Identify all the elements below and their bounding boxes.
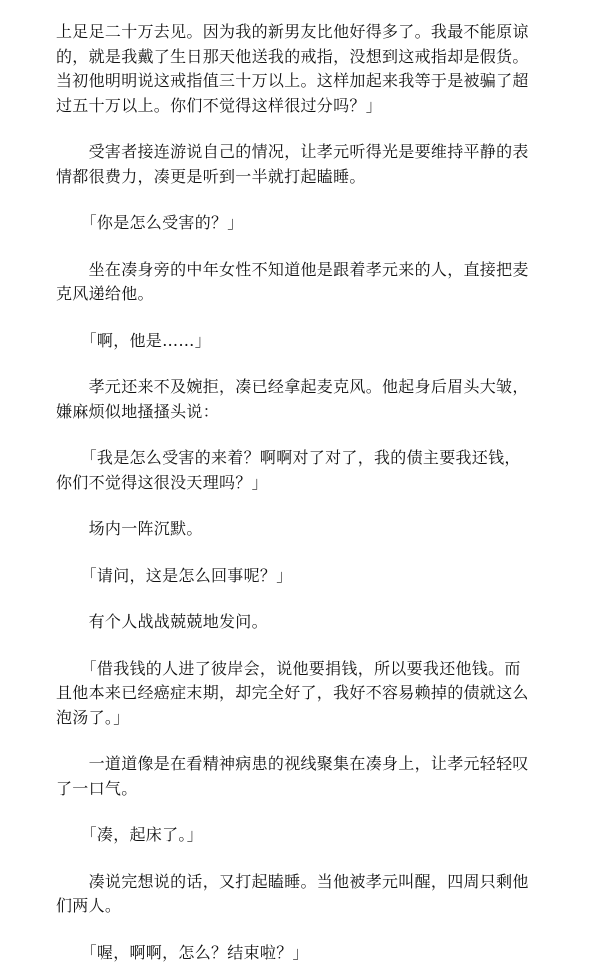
paragraph bbox=[56, 823, 563, 848]
text-line: 嫌麻烦似地搔搔头说： bbox=[56, 400, 563, 425]
text-line: 「啊，他是……」 bbox=[56, 329, 563, 354]
paragraph bbox=[56, 870, 563, 919]
text-line: 受害者接连游说自己的情况，让孝元听得光是要维持平静的表 bbox=[56, 140, 563, 165]
text-line: 们两人。 bbox=[56, 894, 563, 919]
paragraph-gap bbox=[56, 848, 563, 870]
text-line: 坐在凑身旁的中年女性不知道他是跟着孝元来的人，直接把麦 bbox=[56, 258, 563, 283]
paragraph bbox=[56, 941, 563, 965]
paragraph-gap bbox=[56, 801, 563, 823]
paragraph bbox=[56, 375, 563, 424]
paragraph bbox=[56, 610, 563, 635]
text-line: 情都很费力，凑更是听到一半就打起瞌睡。 bbox=[56, 165, 563, 190]
paragraph bbox=[56, 752, 563, 801]
text-line: 一道道像是在看精神病患的视线聚集在凑身上，让孝元轻轻叹 bbox=[56, 752, 563, 777]
paragraph-gap bbox=[56, 424, 563, 446]
text-line: 的，就是我戴了生日那天他送我的戒指，没想到这戒指却是假货。 bbox=[56, 45, 563, 70]
paragraph-gap bbox=[56, 189, 563, 211]
paragraph-gap bbox=[56, 542, 563, 564]
paragraph-gap bbox=[56, 353, 563, 375]
text-line: 你们不觉得这很没天理吗？」 bbox=[56, 471, 563, 496]
paragraph bbox=[56, 564, 563, 589]
text-line: 「请问，这是怎么回事呢？」 bbox=[56, 564, 563, 589]
text-line: 上足足二十万去见。因为我的新男友比他好得多了。我最不能原谅 bbox=[56, 20, 563, 45]
text-line: 了一口气。 bbox=[56, 777, 563, 802]
paragraph bbox=[56, 657, 563, 731]
text-line: 泡汤了。」 bbox=[56, 706, 563, 731]
paragraph bbox=[56, 20, 563, 118]
paragraph-gap bbox=[56, 118, 563, 140]
text-line: 场内一阵沉默。 bbox=[56, 517, 563, 542]
document-page bbox=[56, 20, 563, 965]
text-line: 当初他明明说这戒指值三十万以上。这样加起来我等于是被骗了超 bbox=[56, 69, 563, 94]
paragraph bbox=[56, 329, 563, 354]
paragraph bbox=[56, 446, 563, 495]
text-line: 凑说完想说的话，又打起瞌睡。当他被孝元叫醒，四周只剩他 bbox=[56, 870, 563, 895]
paragraph bbox=[56, 258, 563, 307]
text-line: 「你是怎么受害的？」 bbox=[56, 211, 563, 236]
text-line: 孝元还来不及婉拒，凑已经拿起麦克风。他起身后眉头大皱， bbox=[56, 375, 563, 400]
text-line: 且他本来已经癌症末期，却完全好了，我好不容易赖掉的债就这么 bbox=[56, 681, 563, 706]
text-line: 有个人战战兢兢地发问。 bbox=[56, 610, 563, 635]
text-line: 过五十万以上。你们不觉得这样很过分吗？」 bbox=[56, 94, 563, 119]
paragraph-gap bbox=[56, 730, 563, 752]
text-line: 克风递给他。 bbox=[56, 282, 563, 307]
paragraph-gap bbox=[56, 635, 563, 657]
text-line: 「喔，啊啊，怎么？结束啦？」 bbox=[56, 941, 563, 965]
paragraph-gap bbox=[56, 919, 563, 941]
paragraph-gap bbox=[56, 495, 563, 517]
paragraph-gap bbox=[56, 236, 563, 258]
paragraph-gap bbox=[56, 588, 563, 610]
text-line: 「凑，起床了。」 bbox=[56, 823, 563, 848]
paragraph bbox=[56, 211, 563, 236]
text-line: 「借我钱的人进了彼岸会，说他要捐钱，所以要我还他钱。而 bbox=[56, 657, 563, 682]
paragraph-gap bbox=[56, 307, 563, 329]
text-line: 「我是怎么受害的来着？啊啊对了对了，我的债主要我还钱， bbox=[56, 446, 563, 471]
paragraph bbox=[56, 140, 563, 189]
paragraph bbox=[56, 517, 563, 542]
